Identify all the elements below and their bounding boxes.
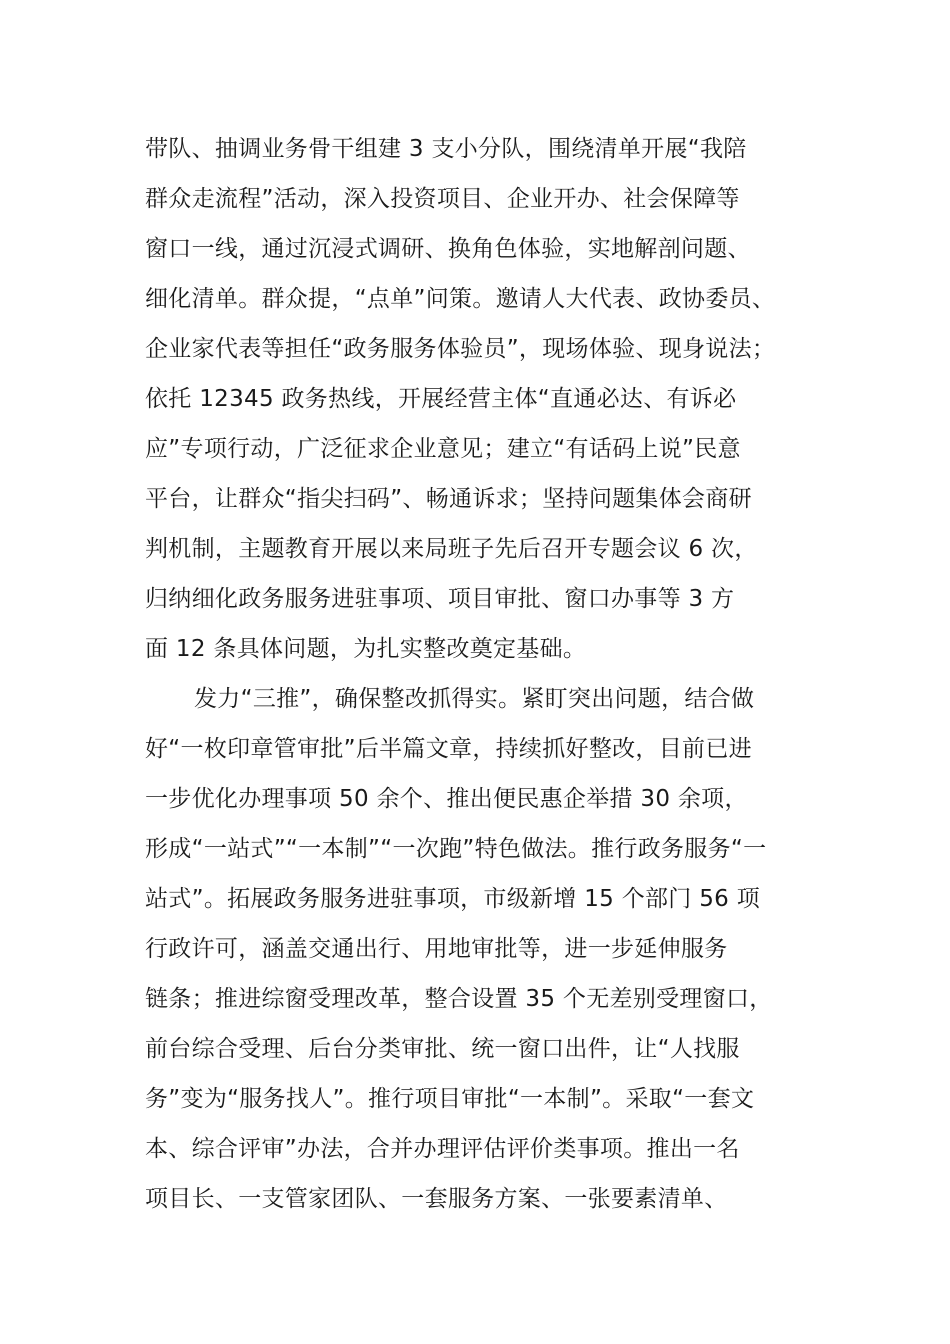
text-line-19: 前台综合受理、后台分类审批、统一窗口出件，让“人找服: [145, 1036, 740, 1062]
text-line-1: 带队、抽调业务骨干组建 3 支小分队，围绕清单开展“我陪: [145, 136, 747, 162]
text-line-9: 判机制，主题教育开展以来局班子先后召开专题会议 6 次，: [145, 536, 758, 562]
text-line-13: 好“一枚印章管审批”后半篇文章，持续抓好整改，目前已进: [145, 736, 752, 762]
text-line-5: 企业家代表等担任“政务服务体验员”，现场体验、现身说法；: [145, 336, 776, 362]
text-line-21: 本、综合评审”办法，合并办理评估评价类事项。推出一名: [145, 1136, 740, 1162]
text-line-6: 依托 12345 政务热线，开展经营主体“直通必达、有诉必: [145, 386, 737, 412]
text-line-18: 链条；推进综窗受理改革，整合设置 35 个无差别受理窗口，: [145, 986, 773, 1012]
text-line-16: 站式”。拓展政务服务进驻事项，市级新增 15 个部门 56 项: [145, 886, 760, 912]
text-line-14: 一步优化办理事项 50 余个、推出便民惠企举措 30 余项，: [145, 786, 748, 812]
text-line-17: 行政许可，涵盖交通出行、用地审批等，进一步延伸服务: [145, 936, 728, 962]
text-line-4: 细化清单。群众提，“点单”问策。邀请人大代表、政协委员、: [145, 286, 776, 312]
text-line-12: 发力“三推”，确保整改抓得实。紧盯突出问题，结合做: [194, 686, 755, 712]
text-line-15: 形成“一站式”“一本制”“一次跑”特色做法。推行政务服务“一: [145, 836, 767, 862]
text-line-2: 群众走流程”活动，深入投资项目、企业开办、社会保障等: [145, 186, 740, 212]
text-line-11: 面 12 条具体问题，为扎实整改奠定基础。: [145, 636, 587, 662]
text-line-3: 窗口一线，通过沉浸式调研、换角色体验，实地解剖问题、: [145, 236, 751, 262]
text-line-20: 务”变为“服务找人”。推行项目审批“一本制”。采取“一套文: [145, 1086, 755, 1112]
text-line-7: 应”专项行动，广泛征求企业意见；建立“有话码上说”民意: [145, 436, 741, 462]
text-line-22: 项目长、一支管家团队、一套服务方案、一张要素清单、: [145, 1186, 728, 1212]
text-line-10: 归纳细化政务服务进驻事项、项目审批、窗口办事等 3 方: [145, 586, 735, 612]
text-line-8: 平台，让群众“指尖扫码”、畅通诉求；坚持问题集体会商研: [145, 486, 752, 512]
